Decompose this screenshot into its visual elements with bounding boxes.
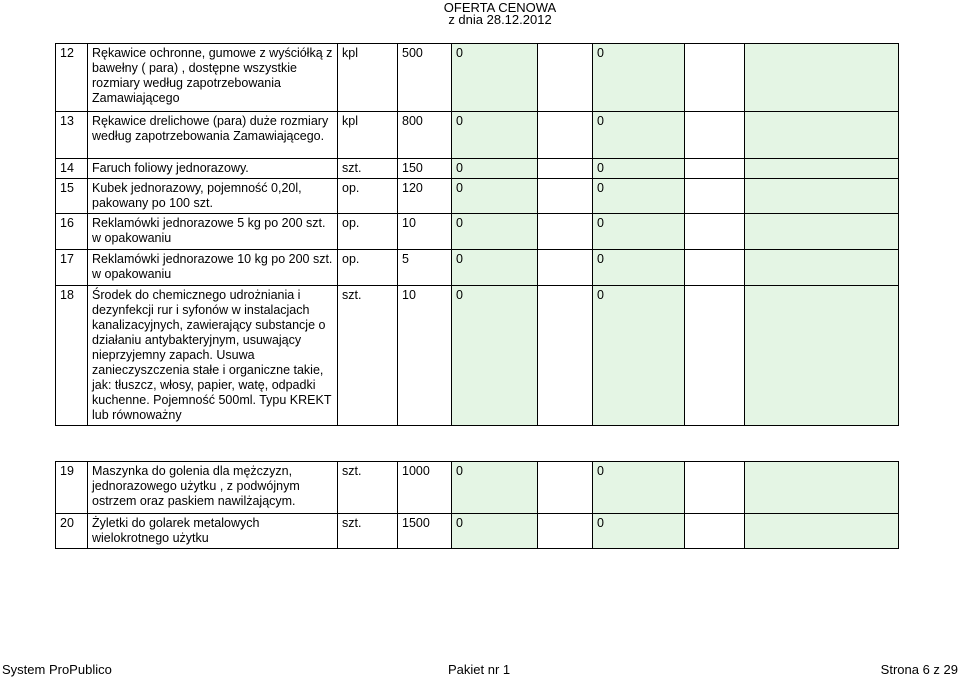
item-value-b: 0 (593, 214, 685, 250)
page-footer (0, 662, 960, 678)
item-value-b: 0 (593, 286, 685, 426)
item-value-b: 0 (593, 514, 685, 549)
empty-cell (745, 286, 899, 426)
empty-cell (538, 250, 593, 286)
empty-cell (745, 44, 899, 112)
item-unit: szt. (338, 514, 398, 549)
item-value-a: 0 (452, 159, 538, 179)
table-row (56, 214, 899, 250)
item-unit: szt. (338, 462, 398, 514)
empty-cell (538, 462, 593, 514)
empty-cell (685, 112, 745, 159)
empty-cell (538, 159, 593, 179)
page-title: OFERTA CENOWA (443, 0, 557, 15)
empty-cell (685, 462, 745, 514)
item-value-a: 0 (452, 250, 538, 286)
item-quantity: 800 (398, 112, 452, 159)
item-quantity: 10 (398, 214, 452, 250)
footer-system: System ProPublico (2, 662, 112, 677)
item-unit: kpl (338, 44, 398, 112)
table-row (56, 159, 899, 179)
empty-cell (745, 250, 899, 286)
item-value-b: 0 (593, 44, 685, 112)
item-description: Rękawice drelichowe (para) duże rozmiary według zapotrzebowania Zamawiającego. (88, 112, 338, 159)
empty-cell (745, 214, 899, 250)
table-row (56, 462, 899, 514)
item-number: 14 (56, 159, 88, 179)
table-row (56, 514, 899, 549)
item-quantity: 1000 (398, 462, 452, 514)
item-number: 15 (56, 179, 88, 214)
item-description: Środek do chemicznego udrożniania i dezynfekcji rur i syfonów w instalacjach kanalizacyjnych, zawierający substancje o działaniu antybakteryjnym, usuwający nieprzyjemny zapach. Usuwa zanieczyszczenia stałe i organiczne takie, jak: tłuszcz, włosy, papier, watę, odpadki kuchenne. Pojemność 500ml. Typu KREKT lub równoważny (88, 286, 338, 426)
item-number: 13 (56, 112, 88, 159)
item-unit: szt. (338, 286, 398, 426)
item-description: Faruch foliowy jednorazowy. (88, 159, 338, 179)
item-quantity: 5 (398, 250, 452, 286)
item-quantity: 1500 (398, 514, 452, 549)
item-number: 17 (56, 250, 88, 286)
empty-cell (745, 514, 899, 549)
item-description: Rękawice ochronne, gumowe z wyściółką z bawełny ( para) , dostępne wszystkie rozmiary według zapotrzebowania Zamawiającego (88, 44, 338, 112)
empty-cell (745, 112, 899, 159)
item-value-a: 0 (452, 214, 538, 250)
empty-cell (685, 179, 745, 214)
price-table-1 (55, 43, 899, 426)
item-description: Reklamówki jednorazowe 5 kg po 200 szt. w opakowaniu (88, 214, 338, 250)
item-description: Żyletki do golarek metalowych wielokrotnego użytku (88, 514, 338, 549)
empty-cell (685, 214, 745, 250)
item-unit: szt. (338, 159, 398, 179)
empty-cell (685, 44, 745, 112)
item-quantity: 150 (398, 159, 452, 179)
item-description: Kubek jednorazowy, pojemność 0,20l, pakowany po 100 szt. (88, 179, 338, 214)
empty-cell (538, 214, 593, 250)
item-number: 19 (56, 462, 88, 514)
empty-cell (538, 44, 593, 112)
empty-cell (538, 112, 593, 159)
footer-package: Pakiet nr 1 (448, 662, 511, 677)
item-description: Reklamówki jednorazowe 10 kg po 200 szt. w opakowaniu (88, 250, 338, 286)
table-row (56, 250, 899, 286)
item-quantity: 500 (398, 44, 452, 112)
item-value-a: 0 (452, 112, 538, 159)
item-unit: kpl (338, 112, 398, 159)
empty-cell (538, 514, 593, 549)
table-row (56, 112, 899, 159)
item-description: Maszynka do golenia dla mężczyzn, jednorazowego użytku , z podwójnym ostrzem oraz paskiem nawilżającym. (88, 462, 338, 514)
empty-cell (685, 514, 745, 549)
item-value-a: 0 (452, 286, 538, 426)
empty-cell (538, 286, 593, 426)
empty-cell (538, 179, 593, 214)
empty-cell (685, 159, 745, 179)
item-value-b: 0 (593, 462, 685, 514)
item-quantity: 10 (398, 286, 452, 426)
empty-cell (745, 462, 899, 514)
footer-page-number: Strona 6 z 29 (880, 662, 958, 677)
item-value-a: 0 (452, 179, 538, 214)
empty-cell (685, 250, 745, 286)
empty-cell (685, 286, 745, 426)
item-number: 20 (56, 514, 88, 549)
table-row (56, 286, 899, 426)
table-row (56, 179, 899, 214)
table-row (56, 44, 899, 112)
item-value-b: 0 (593, 250, 685, 286)
price-table-2 (55, 461, 899, 549)
item-value-b: 0 (593, 179, 685, 214)
offer-date: z dnia 28.12.2012 (448, 12, 552, 27)
item-value-a: 0 (452, 514, 538, 549)
item-value-a: 0 (452, 462, 538, 514)
empty-cell (745, 179, 899, 214)
item-value-b: 0 (593, 159, 685, 179)
item-value-a: 0 (452, 44, 538, 112)
item-quantity: 120 (398, 179, 452, 214)
item-number: 16 (56, 214, 88, 250)
item-value-b: 0 (593, 112, 685, 159)
item-unit: op. (338, 214, 398, 250)
item-number: 18 (56, 286, 88, 426)
item-number: 12 (56, 44, 88, 112)
item-unit: op. (338, 179, 398, 214)
empty-cell (745, 159, 899, 179)
item-unit: op. (338, 250, 398, 286)
